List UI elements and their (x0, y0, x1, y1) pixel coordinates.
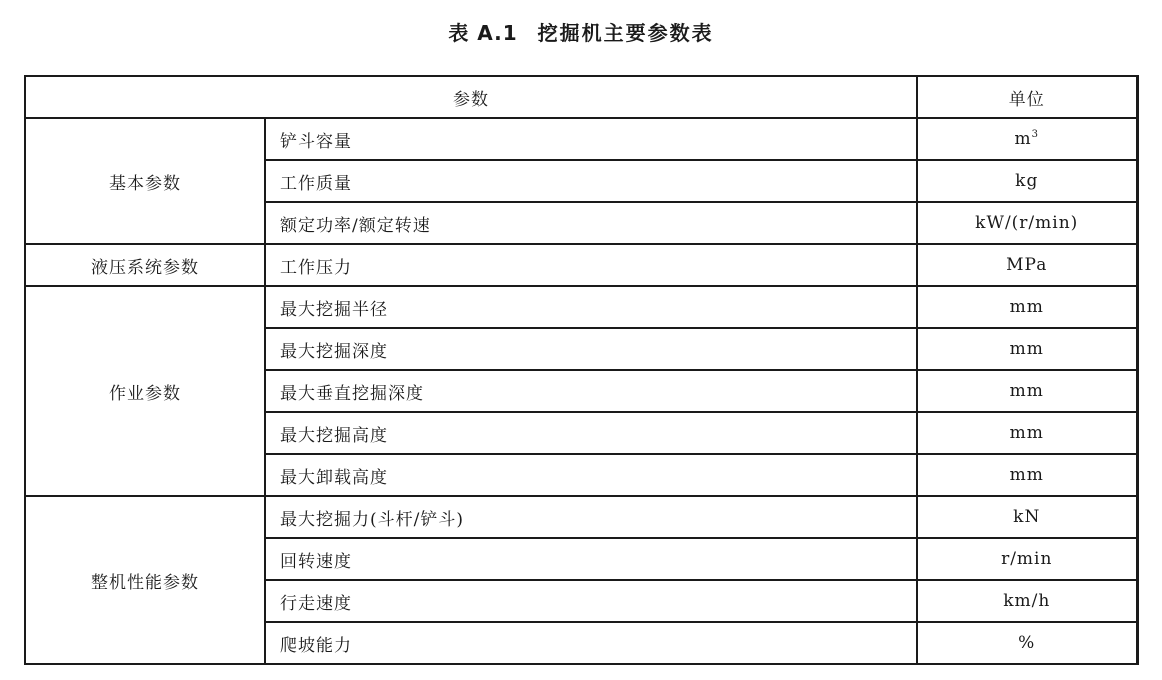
table-row (25, 496, 1137, 538)
param-unit: mm (917, 328, 1137, 370)
param-name: 最大卸载高度 (265, 454, 917, 496)
param-unit: MPa (917, 244, 1137, 286)
unit-superscript: 3 (1031, 129, 1039, 140)
param-unit: kN (917, 496, 1137, 538)
table-header-row (25, 76, 1137, 118)
param-name: 回转速度 (265, 538, 917, 580)
param-unit: km/h (917, 580, 1137, 622)
table-row (25, 118, 1137, 160)
param-name: 工作质量 (265, 160, 917, 202)
param-unit: kg (917, 160, 1137, 202)
table-title-text: 挖掘机主要参数表 (537, 21, 714, 45)
group-name: 基本参数 (25, 118, 265, 244)
param-name: 额定功率/额定转速 (265, 202, 917, 244)
param-name: 最大挖掘深度 (265, 328, 917, 370)
param-name: 铲斗容量 (265, 118, 917, 160)
param-name: 最大挖掘半径 (265, 286, 917, 328)
parameters-table (24, 75, 1139, 665)
param-unit: mm (917, 370, 1137, 412)
param-unit: kW/(r/min) (917, 202, 1137, 244)
param-name: 爬坡能力 (265, 622, 917, 664)
header-param: 参数 (25, 76, 917, 118)
group-name: 作业参数 (25, 286, 265, 496)
table-number: 表 A.1 (448, 21, 518, 45)
table-row (25, 244, 1137, 286)
table-row (25, 286, 1137, 328)
unit-base: m (1014, 129, 1032, 149)
param-unit: mm (917, 454, 1137, 496)
group-name: 整机性能参数 (25, 496, 265, 664)
param-unit (917, 118, 1137, 160)
param-unit: % (917, 622, 1137, 664)
param-name: 工作压力 (265, 244, 917, 286)
param-name: 最大挖掘力(斗杆/铲斗) (265, 496, 917, 538)
param-unit: mm (917, 286, 1137, 328)
param-name: 最大挖掘高度 (265, 412, 917, 454)
param-unit: r/min (917, 538, 1137, 580)
table-title (0, 17, 1162, 49)
header-unit: 单位 (917, 76, 1137, 118)
param-unit: mm (917, 412, 1137, 454)
param-name: 行走速度 (265, 580, 917, 622)
param-name: 最大垂直挖掘深度 (265, 370, 917, 412)
group-name: 液压系统参数 (25, 244, 265, 286)
